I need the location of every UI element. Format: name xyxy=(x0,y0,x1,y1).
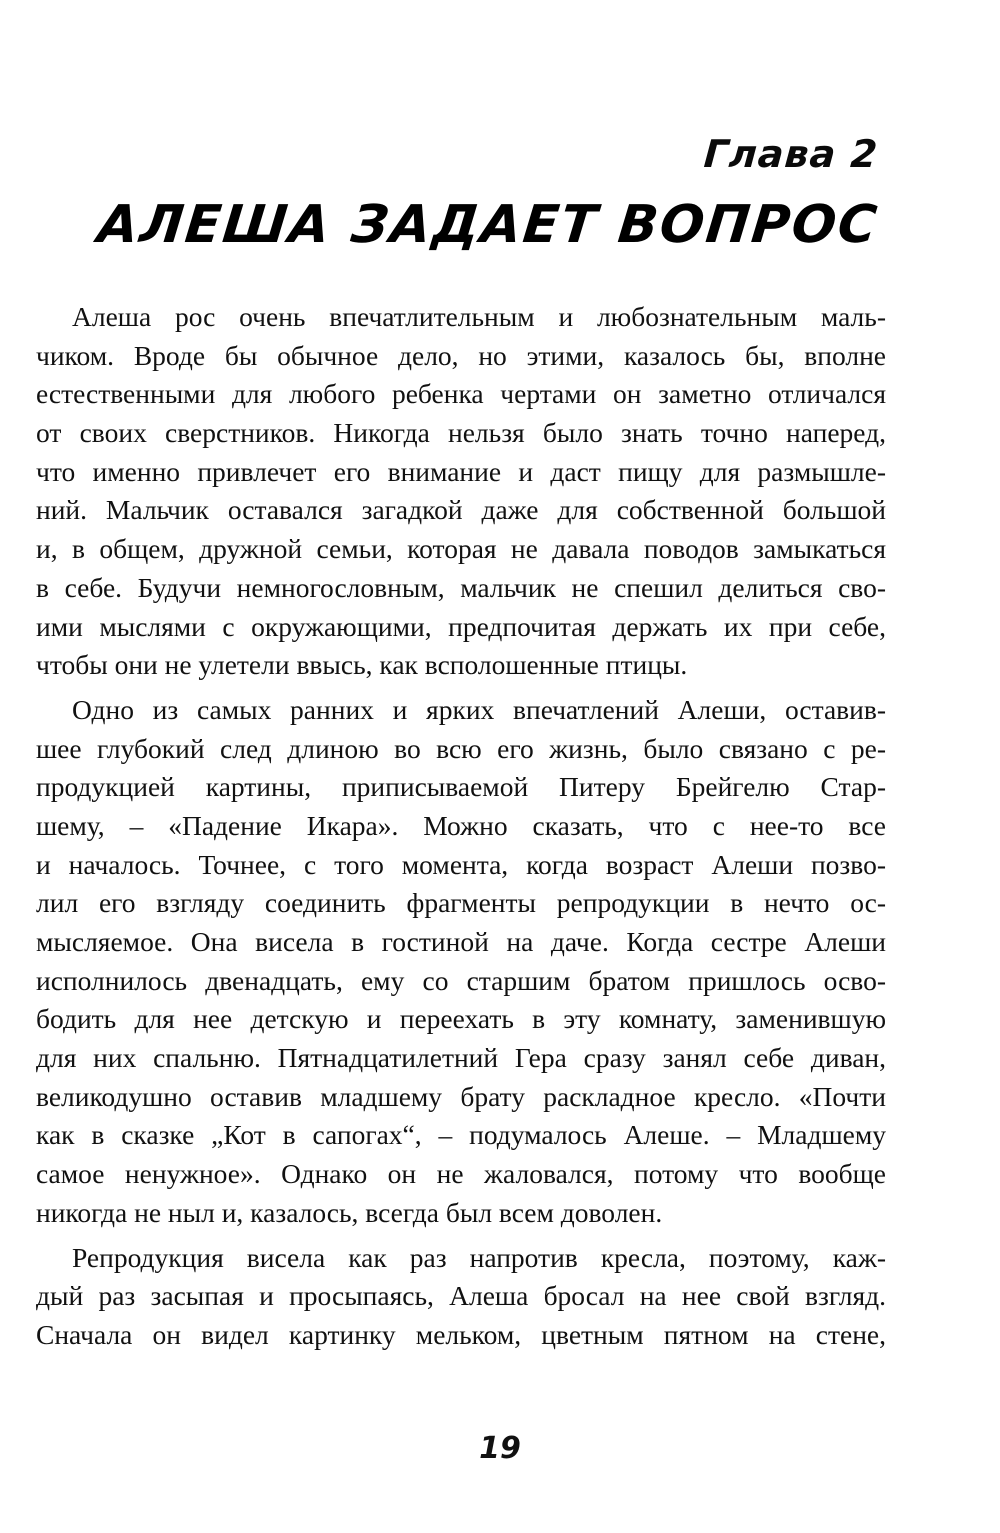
text-line: ими мыслями с окружающими, предпочитая держать их при себе, xyxy=(36,610,886,642)
text-line: ний. Мальчик оставался загадкой даже для собственной большой xyxy=(36,494,886,526)
text-line: чиком. Вроде бы обычное дело, но этими, казалось бы, вполне xyxy=(36,339,886,371)
text-line: самое ненужное». Однако он не жаловался, потому что вообще xyxy=(36,1158,886,1190)
paragraph-1 xyxy=(36,298,886,685)
text-line: естественными для любого ребенка чертами он заметно отличался xyxy=(36,378,886,410)
text-line: Алеша рос очень впечатлительным и любознательным маль- xyxy=(72,301,886,332)
text-line: чтобы они не улетели ввысь, как всполошенные птицы. xyxy=(36,649,688,681)
text-line: мысляемое. Она висела в гостиной на даче. Когда сестре Алеши xyxy=(36,926,886,957)
chapter-title: АЛЕША ЗАДАЕТ ВОПРОС xyxy=(94,195,882,255)
text-line: великодушно оставив младшему брату раскладное кресло. «Почти xyxy=(36,1080,886,1112)
text-line: продукцией картины, приписываемой Питеру Брейгелю Стар- xyxy=(36,771,886,803)
text-line: исполнилось двенадцать, ему со старшим братом пришлось осво- xyxy=(36,964,886,996)
text-line: как в сказке „Кот в сапогах“, – подумалось Алеше. – Младшему xyxy=(36,1119,886,1151)
text-line: Одно из самых ранних и ярких впечатлений Алеши, оставив- xyxy=(72,693,886,725)
text-line: Репродукция висела как раз напротив кресла, поэтому, каж- xyxy=(72,1241,886,1273)
text-line: шему, – «Падение Икара». Можно сказать, что с нее-то все xyxy=(36,809,886,841)
text-line: бодить для нее детскую и переехать в эту комнату, заменившую xyxy=(36,1003,886,1035)
text-line: и началось. Точнее, с того момента, когда возраст Алеши позво- xyxy=(36,848,886,880)
text-line: шее глубокий след длиною во всю его жизнь, было связано с ре- xyxy=(36,732,886,764)
paragraph-2 xyxy=(36,691,886,1233)
text-line: для них спальню. Пятнадцатилетний Гера сразу занял себе диван, xyxy=(36,1042,886,1074)
text-line: и, в общем, дружной семьи, которая не давала поводов замыкаться xyxy=(36,533,886,565)
text-line: никогда не ныл и, казалось, всегда был всем доволен. xyxy=(36,1196,663,1228)
page-number: 19 xyxy=(479,1431,521,1466)
text-line: лил его взгляду соединить фрагменты репродукции в нечто ос- xyxy=(36,887,886,919)
chapter-text xyxy=(36,298,886,1355)
text-line: в себе. Будучи немногословным, мальчик не спешил делиться сво- xyxy=(36,571,886,603)
text-line: дый раз засыпая и просыпаясь, Алеша бросал на нее свой взгляд. xyxy=(36,1280,886,1312)
paragraph-3 xyxy=(36,1239,886,1355)
text-line: от своих сверстников. Никогда нельзя было знать точно наперед, xyxy=(36,417,886,449)
text-line: Сначала он видел картинку мельком, цветным пятном на стене, xyxy=(36,1318,886,1350)
chapter-number: Глава 2 xyxy=(702,132,880,176)
text-line: что именно привлечет его внимание и даст пищу для размышле- xyxy=(36,455,886,487)
